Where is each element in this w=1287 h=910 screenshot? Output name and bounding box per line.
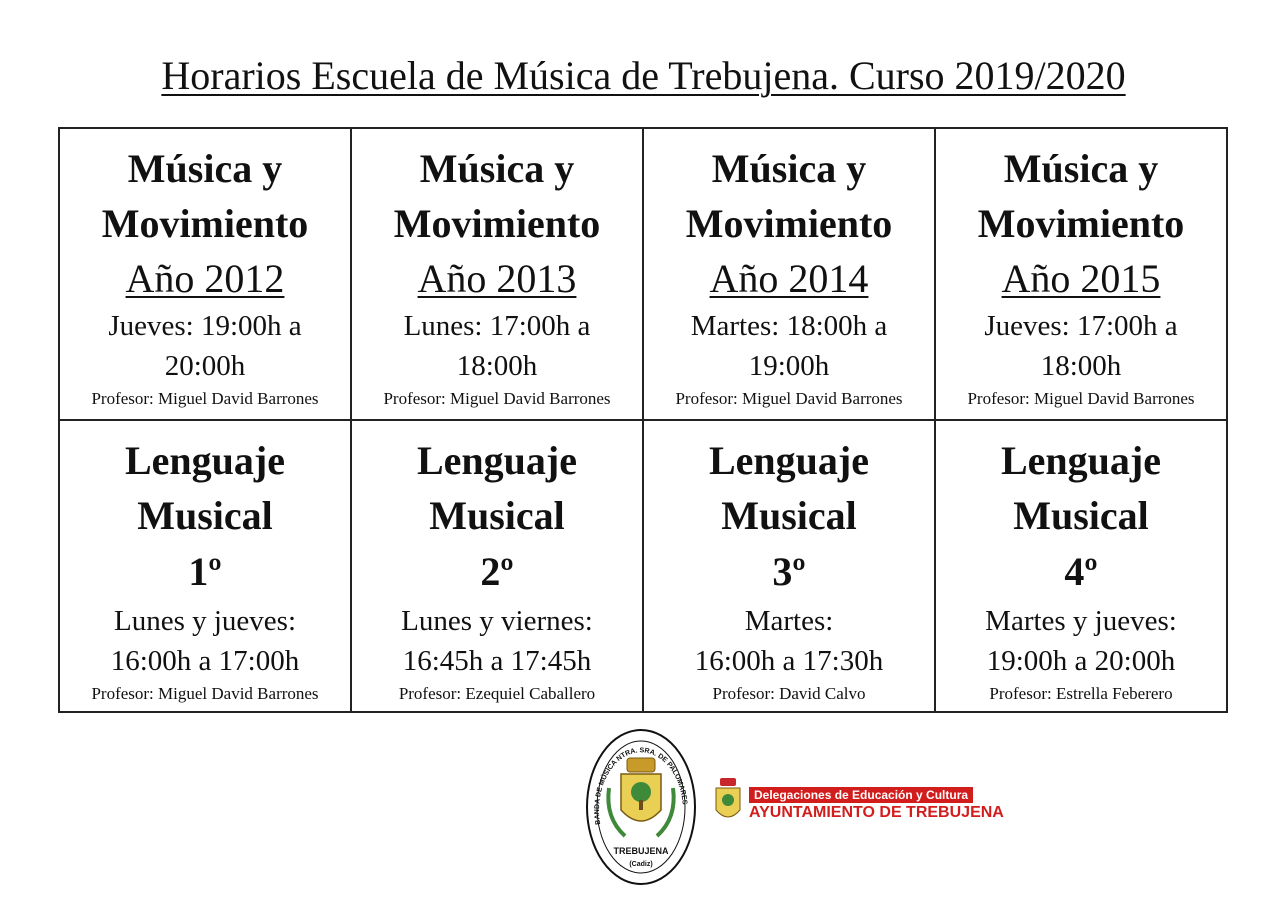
course-name-line1: Música y <box>1003 146 1159 191</box>
teacher: Profesor: David Calvo <box>712 684 866 703</box>
teacher: Profesor: Ezequiel Caballero <box>398 684 596 703</box>
schedule-cell <box>59 420 351 712</box>
course-name-line2: Musical <box>137 493 273 538</box>
schedule-cell <box>643 128 935 420</box>
schedule-time-line1: Jueves: 19:00h a <box>108 310 302 342</box>
schedule-time-line2: 18:00h <box>1040 350 1122 382</box>
schedule-time-line2: 16:45h a 17:45h <box>402 645 592 677</box>
course-name-line1: Lenguaje <box>125 438 285 483</box>
schedule-cell <box>935 128 1227 420</box>
schedule-time-line2: 16:00h a 17:30h <box>694 645 884 677</box>
schedule-time-line1: Lunes y viernes: <box>401 605 593 637</box>
teacher: Profesor: Miguel David Barrones <box>91 684 319 703</box>
course-name-line1: Música y <box>711 146 867 191</box>
schedule-time-line1: Martes: <box>744 605 834 637</box>
schedule-cell <box>643 420 935 712</box>
ayto-department: Delegaciones de Educación y Cultura <box>749 787 973 803</box>
schedule-grid <box>58 127 1228 713</box>
course-year: Año 2013 <box>417 256 577 301</box>
course-level: 1º <box>188 549 222 594</box>
schedule-time-line1: Lunes: 17:00h a <box>403 310 591 342</box>
teacher: Profesor: Miguel David Barrones <box>967 389 1195 408</box>
course-name-line2: Musical <box>1013 493 1149 538</box>
course-year: Año 2014 <box>709 256 869 301</box>
logos-footer <box>585 728 1015 888</box>
teacher: Profesor: Miguel David Barrones <box>675 389 903 408</box>
schedule-time-line2: 18:00h <box>456 350 538 382</box>
teacher: Profesor: Miguel David Barrones <box>383 389 611 408</box>
schedule-time-line1: Jueves: 17:00h a <box>984 310 1178 342</box>
course-level: 3º <box>772 549 806 594</box>
ayto-name: AYUNTAMIENTO DE TREBUJENA <box>749 804 1004 821</box>
seal-province: (Cadiz) <box>629 861 653 868</box>
schedule-cell <box>59 128 351 420</box>
course-name-line2: Musical <box>721 493 857 538</box>
ayuntamiento-logo <box>713 778 1013 838</box>
course-name-line1: Música y <box>127 146 283 191</box>
band-seal-logo <box>585 728 697 886</box>
seal-ring-text: BANDA DE MÚSICA NTRA. SRA. DE PALOMARES <box>593 747 688 826</box>
course-name-line2: Movimiento <box>977 201 1185 246</box>
schedule-cell <box>351 128 643 420</box>
schedule-time-line2: 20:00h <box>164 350 246 382</box>
course-name-line1: Lenguaje <box>709 438 869 483</box>
course-name-line2: Movimiento <box>393 201 601 246</box>
schedule-cell <box>935 420 1227 712</box>
schedule-time-line1: Martes y jueves: <box>985 605 1177 637</box>
schedule-time-line2: 19:00h <box>748 350 830 382</box>
schedule-time-line1: Lunes y jueves: <box>113 605 296 637</box>
schedule-time-line2: 19:00h a 20:00h <box>986 645 1176 677</box>
course-name-line1: Música y <box>419 146 575 191</box>
course-name-line2: Movimiento <box>685 201 893 246</box>
teacher: Profesor: Miguel David Barrones <box>91 389 319 408</box>
course-name-line1: Lenguaje <box>1001 438 1161 483</box>
page-title: Horarios Escuela de Música de Trebujena. Curso 2019/2020 <box>161 53 1126 98</box>
course-name-line2: Musical <box>429 493 565 538</box>
schedule-cell <box>351 420 643 712</box>
schedule-time-line1: Martes: 18:00h a <box>690 310 888 342</box>
course-level: 2º <box>480 549 514 594</box>
course-name-line2: Movimiento <box>101 201 309 246</box>
town-shield-icon <box>713 778 743 828</box>
seal-town: TREBUJENA <box>613 846 669 856</box>
course-level: 4º <box>1064 549 1098 594</box>
teacher: Profesor: Estrella Feberero <box>989 684 1173 703</box>
schedule-time-line2: 16:00h a 17:00h <box>110 645 300 677</box>
course-year: Año 2015 <box>1001 256 1161 301</box>
course-year: Año 2012 <box>125 256 285 301</box>
course-name-line1: Lenguaje <box>417 438 577 483</box>
